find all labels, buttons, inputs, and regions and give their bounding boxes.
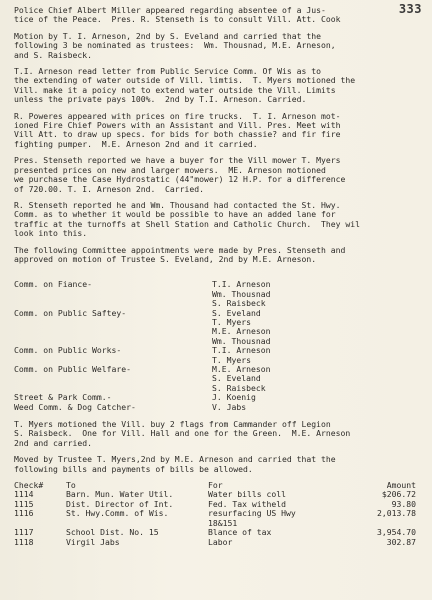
bills-cell: 1117 bbox=[14, 527, 34, 538]
paragraph-line: of 720.00. T. I. Arneson 2nd. Carried. bbox=[14, 183, 205, 194]
bills-cell: 3,954.70 bbox=[377, 527, 416, 538]
bills-cell: School Dist. No. 15 bbox=[66, 527, 159, 538]
bills-cell: Dist. Director of Int. bbox=[66, 498, 174, 509]
paragraph-line: R. Stenseth reported he and Wm. Thousand had contacted the St. Hwy. bbox=[14, 199, 341, 210]
bills-header-cell: Check# bbox=[14, 480, 44, 491]
paragraph-line: The following Committee appointments were made by Pres. Stenseth and bbox=[14, 244, 346, 255]
paragraph-line: S. Raisbeck. One for Vill. Hall and one for the Green. M.E. Arneson bbox=[14, 428, 351, 439]
bills-cell: Blance of tax bbox=[208, 527, 272, 538]
committee-member: S. Raisbeck bbox=[212, 382, 266, 393]
paragraph-line: and S. Raisbeck. bbox=[14, 49, 92, 60]
page-number: 333 bbox=[398, 2, 422, 16]
paragraph-line: R. Poweres appeared with prices on fire trucks. T. I. Arneson mot- bbox=[14, 110, 341, 121]
committee-member: T.I. Arneson bbox=[212, 279, 271, 290]
bills-header-cell: To bbox=[66, 480, 76, 491]
committee-member: T. Myers bbox=[212, 316, 251, 327]
paragraph-line: fighting pumper. M.E. Arneson 2nd and it carried. bbox=[14, 138, 258, 149]
committee-name: Comm. on Public Works- bbox=[14, 345, 122, 356]
committee-member: Wm. Thousnad bbox=[212, 335, 271, 346]
paragraph-line: tice of the Peace. Pres. R. Stenseth is to consult Vill. Att. Cook bbox=[14, 14, 341, 25]
paragraph-line: Vill. make it a poicy not to extend water outside the Vill. Limits bbox=[14, 84, 336, 95]
bills-cell: 1114 bbox=[14, 489, 34, 500]
bills-cell: Labor bbox=[208, 536, 233, 547]
paragraph-line: Pres. Stenseth reported we have a buyer for the Vill mower T. Myers bbox=[14, 155, 341, 166]
committee-name: Comm. on Fiance- bbox=[14, 279, 92, 290]
paragraph bbox=[14, 32, 416, 60]
committee-member: M.E. Arneson bbox=[212, 326, 271, 337]
committee-row bbox=[14, 403, 416, 412]
committee-spacer bbox=[14, 318, 212, 327]
bills-cell: Virgil Jabs bbox=[66, 536, 120, 547]
committee-member: V. Jabs bbox=[212, 401, 247, 412]
bills-table bbox=[14, 481, 416, 547]
committee-name: Street & Park Comm.- bbox=[14, 392, 112, 403]
paragraph-line: Moved by Trustee T. Myers,2nd by M.E. Arneson and carried that the bbox=[14, 454, 336, 465]
committee-member: S. Eveland bbox=[212, 373, 261, 384]
committee-spacer bbox=[14, 327, 212, 336]
bills-header-cell: For bbox=[208, 480, 223, 491]
paragraph-line: ioned Fire Chief Powers with an Assistant and Vill. Pres. Meet with bbox=[14, 120, 341, 131]
paragraph bbox=[14, 246, 416, 265]
bills-cell: Barn. Mun. Water Util. bbox=[66, 489, 174, 500]
committee-spacer bbox=[14, 290, 212, 299]
paragraph bbox=[14, 112, 416, 150]
paragraph bbox=[14, 455, 416, 474]
paragraph-line: Police Chief Albert Miller appeared regarding absentee of a Jus- bbox=[14, 5, 326, 15]
bills-cell: resurfacing US Hwy bbox=[208, 508, 296, 519]
paragraph-line: the extending of water outside of Vill. limtis. T. Myers motioned the bbox=[14, 75, 356, 86]
committee-member: J. Koenig bbox=[212, 392, 256, 403]
paragraph bbox=[14, 420, 416, 448]
paragraphs-block-2 bbox=[14, 420, 416, 474]
bills-cell: Water bills coll bbox=[208, 489, 286, 500]
committee-member: T. Myers bbox=[212, 354, 251, 365]
bills-cell: 18&151 bbox=[208, 517, 238, 528]
paragraph-line: following bills and payments of bills be allowed. bbox=[14, 463, 253, 474]
bills-header-cell: Amount bbox=[386, 480, 416, 491]
bills-cell: 93.80 bbox=[391, 498, 416, 509]
minutes-body bbox=[14, 6, 416, 547]
committee-member: Wm. Thousnad bbox=[212, 288, 271, 299]
committee-member: S. Eveland bbox=[212, 307, 261, 318]
paragraph-line: look into this. bbox=[14, 228, 88, 239]
paragraph-line: Motion by T. I. Arneson, 2nd by S. Eveland and carried that the bbox=[14, 30, 321, 41]
committee-member: S. Raisbeck bbox=[212, 298, 266, 309]
paragraph-line: presented prices on new and larger mowers. ME. Arneson motioned bbox=[14, 164, 326, 175]
committee-name: Weed Comm. & Dog Catcher- bbox=[14, 401, 136, 412]
bills-row bbox=[14, 538, 416, 547]
bills-cell: $206.72 bbox=[381, 489, 416, 500]
paragraph-line: T. Myers motioned the Vill. buy 2 flags from Cammander off Legion bbox=[14, 419, 331, 430]
paragraph-line: unless the private pays 100%. 2nd by T.I. Arneson. Carried. bbox=[14, 94, 307, 105]
paragraph bbox=[14, 6, 416, 25]
paragraph-line: traffic at the turnoffs at Shell Station and Catholic Church. They wil bbox=[14, 218, 360, 229]
bills-cell: 1118 bbox=[14, 536, 34, 547]
bills-cell: 1115 bbox=[14, 498, 34, 509]
paragraph-line: Vill Att. to draw up specs. for bids for both chassie? and fir fire bbox=[14, 129, 341, 140]
committee-list bbox=[14, 280, 416, 412]
committee-spacer bbox=[14, 374, 212, 383]
paragraph bbox=[14, 67, 416, 105]
committee-name: Comm. on Public Welfare- bbox=[14, 364, 131, 374]
bills-cell: Fed. Tax witheld bbox=[208, 498, 286, 509]
committee-member: M.E. Arneson bbox=[212, 364, 271, 374]
paragraph bbox=[14, 201, 416, 239]
bills-cell: 302.87 bbox=[386, 536, 416, 547]
paragraph-line: T.I. Arneson read letter from Public Service Comm. Of Wis as to bbox=[14, 66, 321, 77]
paragraph-line: Comm. as to whether it would be possible to have an added lane for bbox=[14, 209, 336, 220]
paragraph-line: 2nd and carried. bbox=[14, 437, 92, 448]
paragraph-line: approved on motion of Trustee S. Eveland, 2nd by M.E. Arneson. bbox=[14, 253, 317, 264]
bills-cell: 1116 bbox=[14, 508, 34, 519]
bills-cell: St. Hwy.Comm. of Wis. bbox=[66, 508, 169, 519]
paragraph bbox=[14, 156, 416, 194]
committee-member: T.I. Arneson bbox=[212, 345, 271, 356]
paragraphs-block-1 bbox=[14, 6, 416, 264]
paragraph-line: following 3 be nominated as trustees: Wm. Thousnad, M.E. Arneson, bbox=[14, 40, 336, 51]
bills-cell: 2,013.78 bbox=[377, 508, 416, 519]
committee-name: Comm. on Public Saftey- bbox=[14, 307, 127, 318]
paragraph-line: we purchase the Case Hydrostatic (44"mower) 12 H.P. for a difference bbox=[14, 174, 346, 185]
